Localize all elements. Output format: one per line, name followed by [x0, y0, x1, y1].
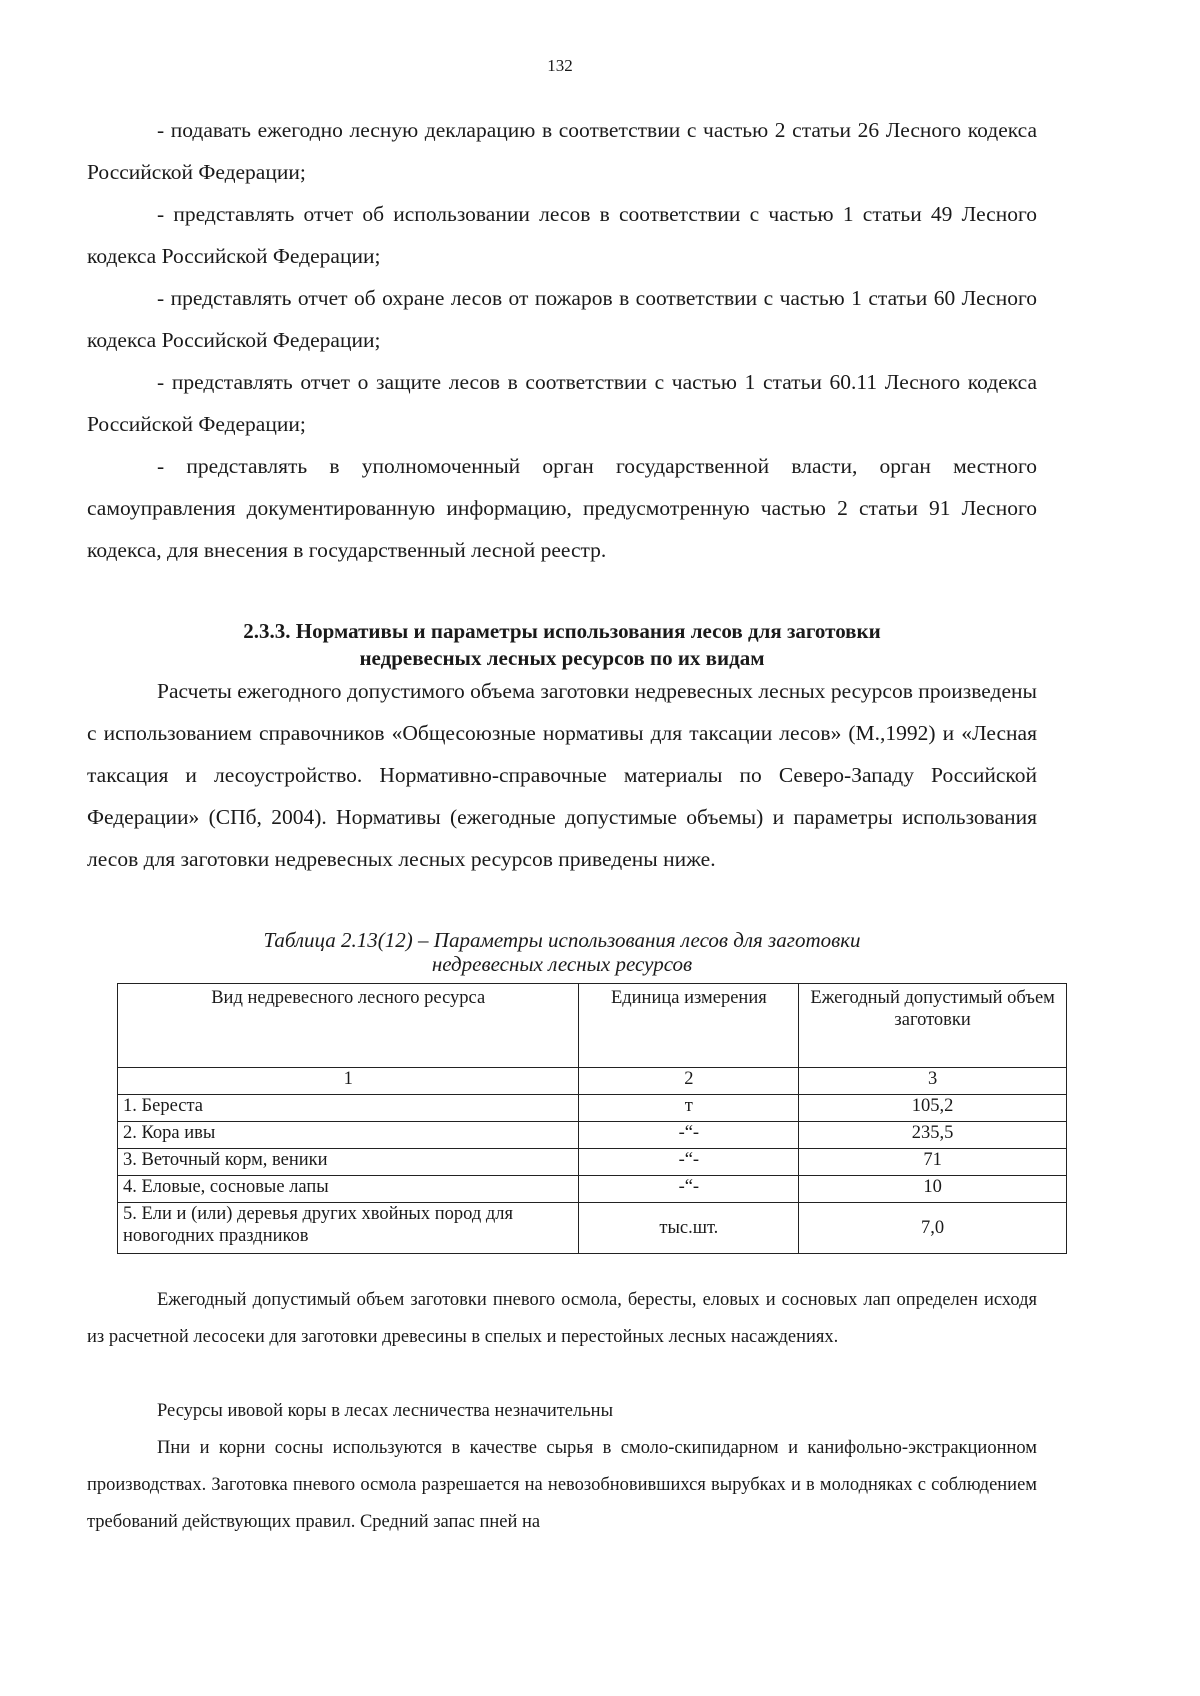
cell-resource: 4. Еловые, сосновые лапы	[118, 1176, 579, 1203]
table-row	[118, 1149, 1067, 1176]
table-header-row	[118, 984, 1067, 1068]
cell-unit: тыс.шт.	[579, 1203, 799, 1254]
cell-unit: т	[579, 1095, 799, 1122]
paragraph-intro: Расчеты ежегодного допустимого объема заготовки недревесных лесных ресурсов произведены с использованием справочников «Общесоюзные нормативы для таксации лесов» (М.,1992) и «Лесная таксация и лесоустройство. Нормативно-справочные материалы по Северо-Западу Российской Федерации» (СПб, 2004). Нормативы (ежегодные допустимые объемы) и параметры использования лесов для заготовки недревесных лесных ресурсов приведены ниже.	[87, 679, 1037, 871]
paragraph-annual-volume: Ежегодный допустимый объем заготовки пневого осмола, бересты, еловых и сосновых лап определен исходя из расчетной лесосеки для заготовки древесины в спелых и перестойных лесных насаждениях.	[87, 1290, 1037, 1347]
cell-unit: -“-	[579, 1149, 799, 1176]
cell-resource: 2. Кора ивы	[118, 1122, 579, 1149]
section-heading-line: недревесных лесных ресурсов по их видам	[359, 646, 765, 670]
header-unit: Единица измерения	[579, 984, 799, 1068]
cell-volume: 7,0	[799, 1203, 1067, 1254]
table-caption-line: Таблица 2.13(12) – Параметры использования лесов для заготовки	[263, 928, 861, 952]
cell-resource: 5. Ели и (или) деревья других хвойных пород для новогодних праздников	[118, 1203, 579, 1254]
table-row	[118, 1176, 1067, 1203]
header-resource: Вид недревесного лесного ресурса	[118, 984, 579, 1068]
cell-resource: 1. Береста	[118, 1095, 579, 1122]
column-number: 1	[118, 1068, 579, 1095]
paragraph-protection-report: - представлять отчет о защите лесов в соответствии с частью 1 статьи 60.11 Лесного кодекса Российской Федерации;	[87, 370, 1037, 436]
table-column-numbers	[118, 1068, 1067, 1095]
section-heading-line: 2.3.3. Нормативы и параметры использования лесов для заготовки	[243, 619, 881, 643]
header-volume: Ежегодный допустимый объем заготовки	[799, 984, 1067, 1068]
cell-volume: 71	[799, 1149, 1067, 1176]
cell-unit: -“-	[579, 1176, 799, 1203]
paragraph-registry-info: - представлять в уполномоченный орган государственной власти, орган местного самоуправления документированную информацию, предусмотренную частью 2 статьи 91 Лесного кодекса, для внесения в государственный лесной реестр.	[87, 454, 1037, 562]
cell-resource: 3. Веточный корм, веники	[118, 1149, 579, 1176]
table-row	[118, 1203, 1067, 1254]
table-row	[118, 1122, 1067, 1149]
paragraph-declaration: - подавать ежегодно лесную декларацию в соответствии с частью 2 статьи 26 Лесного кодекса Российской Федерации;	[87, 118, 1037, 184]
paragraph-stumps: Пни и корни сосны используются в качестве сырья в смоло-скипидарном и канифольно-экстракционном производствах. Заготовка пневого осмола разрешается на невозобновившихся вырубках и в молодняках с соблюдением требований действующих правил. Средний запас пней на	[87, 1438, 1037, 1532]
resources-table	[117, 983, 1067, 1254]
paragraph-willow-bark: Ресурсы ивовой коры в лесах лесничества незначительны	[157, 1401, 614, 1421]
table-row	[118, 1095, 1067, 1122]
paragraph-usage-report: - представлять отчет об использовании лесов в соответствии с частью 1 статьи 49 Лесного кодекса Российской Федерации;	[87, 202, 1037, 268]
section-heading	[87, 618, 1037, 672]
cell-volume: 235,5	[799, 1122, 1067, 1149]
column-number: 2	[579, 1068, 799, 1095]
column-number: 3	[799, 1068, 1067, 1095]
paragraph-fire-report: - представлять отчет об охране лесов от пожаров в соответствии с частью 1 статьи 60 Лесного кодекса Российской Федерации;	[87, 286, 1037, 352]
cell-volume: 105,2	[799, 1095, 1067, 1122]
cell-unit: -“-	[579, 1122, 799, 1149]
cell-volume: 10	[799, 1176, 1067, 1203]
table-caption	[87, 928, 1037, 976]
page-number: 132	[547, 56, 573, 75]
table-caption-line: недревесных лесных ресурсов	[431, 952, 693, 976]
